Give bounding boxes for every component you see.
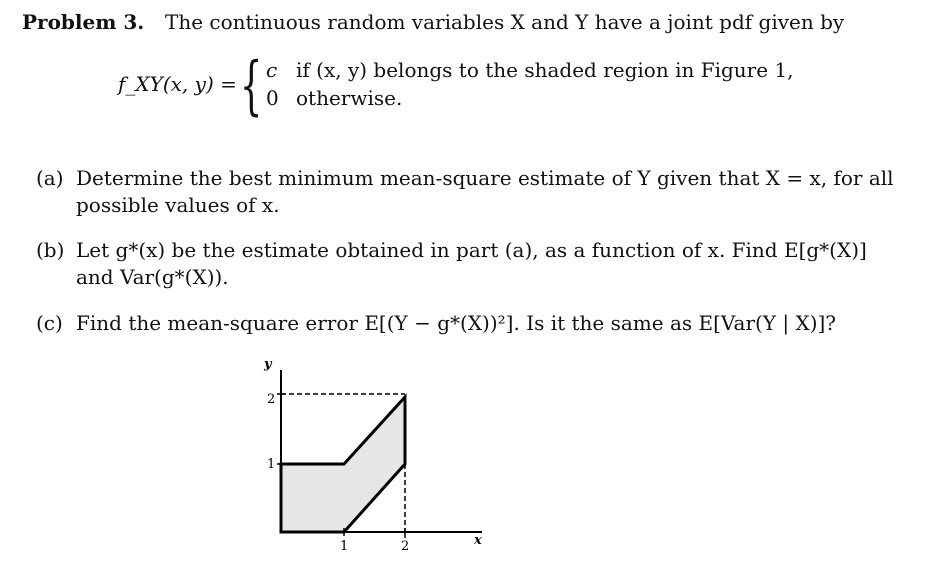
shaded-region: [281, 397, 405, 532]
part-b-line1: Let g*(x) be the estimate obtained in part (a), as a function of x. Find E[g*(X)]: [76, 238, 867, 262]
y-axis-label: y: [264, 357, 272, 372]
part-b-label: (b): [36, 238, 65, 262]
part-a-line2: possible values of x.: [76, 193, 280, 217]
case2-condition: otherwise.: [296, 86, 403, 110]
y-tick-label-1: 1: [267, 457, 276, 472]
figure-1: [250, 350, 500, 560]
cases-brace: {: [240, 49, 263, 123]
x-axis-label: x: [474, 533, 482, 548]
x-tick-label-1: 1: [340, 539, 349, 554]
case1-condition: if (x, y) belongs to the shaded region in Figure 1,: [296, 58, 794, 82]
problem-intro: The continuous random variables X and Y have a joint pdf given by: [165, 10, 845, 34]
case1-value: c: [266, 58, 278, 82]
part-c-label: (c): [36, 311, 63, 335]
part-b-line2: and Var(g*(X)).: [76, 265, 229, 289]
problem-title: Problem 3.: [22, 10, 145, 34]
case2-value: 0: [266, 86, 279, 110]
y-tick-label-2: 2: [267, 392, 276, 407]
x-tick-label-2: 2: [401, 539, 410, 554]
pdf-function-label: f_XY(x, y) =: [118, 72, 237, 96]
part-a-line1: Determine the best minimum mean-square estimate of Y given that X = x, for all: [76, 166, 894, 190]
part-a-label: (a): [36, 166, 64, 190]
part-c-line1: Find the mean-square error E[(Y − g*(X))²]. Is it the same as E[Var(Y | X)]?: [76, 311, 837, 335]
